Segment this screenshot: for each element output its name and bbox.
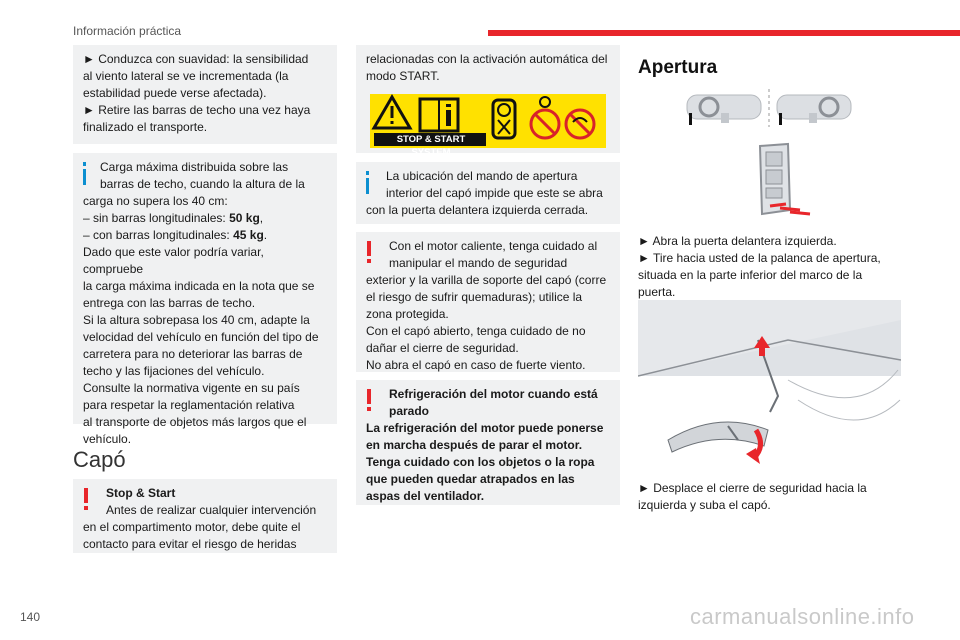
warning-icon-bar (367, 389, 371, 404)
text-line: barras de techo, cuando la altura de la (100, 177, 305, 191)
text-line: techo y las fijaciones del vehículo. (83, 364, 265, 378)
info-icon (366, 171, 369, 175)
release-lever-diagram (740, 140, 820, 222)
text-line: No abra el capó en caso de fuerte viento. (366, 358, 586, 372)
text-line: zona protegida. (366, 307, 449, 321)
running-header: Información práctica (73, 24, 182, 38)
stop-start-warning-label (370, 94, 606, 158)
engine-cooling-warning-box (356, 380, 620, 505)
watermark: carmanualsonline.info (690, 604, 915, 629)
text-line: ► Desplace el cierre de seguridad hacia la (638, 481, 867, 495)
text-line: Carga máxima distribuida sobre las (100, 160, 289, 174)
text-line: Refrigeración del motor cuando está (389, 387, 598, 401)
info-icon (83, 162, 86, 166)
info-icon-bar (366, 178, 369, 194)
text-line: carga no supera los 40 cm: (83, 194, 228, 208)
text-line: ► Tire hacia usted de la palanca de apertura, (638, 251, 881, 265)
text-line: aspas del ventilador. (366, 489, 485, 503)
section-title-apertura: Apertura (638, 57, 718, 78)
text-line: exterior y la varilla de soporte del capó (corre (366, 273, 607, 287)
text-line: modo START. (366, 69, 440, 83)
text-line: en el compartimento motor, debe quite el (83, 520, 301, 534)
hot-engine-warning-box (356, 232, 620, 372)
text-line: interior del capó impide que este se abra (386, 186, 603, 200)
warning-icon-dot (367, 407, 371, 411)
load-item-with-bars: – con barras longitudinales: 45 kg. (83, 228, 268, 242)
text-line: ► Conduzca con suavidad: la sensibilidad (83, 52, 309, 66)
text-line: al viento lateral se ve incrementada (la (83, 69, 289, 83)
section-title-capo: Capó (73, 447, 126, 472)
warning-title: Stop & Start (106, 486, 176, 500)
text-line: Antes de realizar cualquier intervención (106, 503, 317, 517)
text-line: contacto para evitar el riesgo de heridas (83, 537, 297, 551)
text-line: al transporte de objetos más largos que el (83, 415, 307, 429)
warning-icon-bar (367, 241, 371, 256)
text-line: puerta. (638, 285, 676, 299)
text-line: que pueden quedar atrapados en las (366, 472, 575, 486)
text-line: La refrigeración del motor puede ponerse (366, 421, 604, 435)
text-line: Con el capó abierto, tenga cuidado de no (366, 324, 586, 338)
text-line: finalizado el transporte. (83, 120, 208, 134)
page-number: 140 (20, 610, 41, 624)
opening-steps-2 (638, 480, 903, 514)
text-line: ► Retire las barras de techo una vez haya (83, 103, 311, 117)
stop-start-warning-box (73, 479, 337, 553)
load-item-no-bars: – sin barras longitudinales: 50 kg, (83, 211, 264, 225)
info-icon-bar (83, 169, 86, 185)
text-line: velocidad del vehículo en función del tipo de (83, 330, 319, 344)
text-line: manipular el mando de seguridad (389, 256, 568, 270)
text-line: el riesgo de sufrir quemaduras); utilice la (366, 290, 583, 304)
text-line: con la puerta delantera izquierda cerrada. (366, 203, 589, 217)
warning-icon-bar (84, 488, 88, 503)
hood-release-info-box (356, 162, 620, 224)
text-line: relacionadas con la activación automática del (366, 52, 608, 66)
text-line: para respetar la reglamentación relativa (83, 398, 295, 412)
text-line: Consulte la normativa vigente en su país (83, 381, 300, 395)
text-line: Con el motor caliente, tenga cuidado al (389, 239, 598, 253)
text-line: entrega con las barras de techo. (83, 296, 256, 310)
text-line: vehículo. (83, 432, 132, 446)
roof-bars-tips-box (73, 45, 337, 144)
text-line: izquierda y suba el capó. (638, 498, 771, 512)
warning-icon-dot (84, 506, 88, 510)
text-line: Si la altura sobrepasa los 40 cm, adapte la (83, 313, 310, 327)
max-load-info-box (73, 153, 337, 446)
opening-steps-1 (638, 233, 903, 301)
text-line: en marcha después de parar el motor. (366, 438, 583, 452)
safety-catch-diagram (638, 300, 901, 470)
text-line: carretera para no deteriorar las barras de (83, 347, 303, 361)
warning-icon-dot (367, 259, 371, 263)
text-line: dañar el cierre de seguridad. (366, 341, 519, 355)
text-line: parado (389, 404, 430, 418)
stop-start-label-text: STOP & START SYSTEM (396, 134, 466, 158)
text-line: La ubicación del mando de apertura (386, 169, 578, 183)
header-accent-bar (488, 30, 960, 36)
text-line: Dado que este valor podría variar, compruebe (83, 245, 264, 276)
steering-wheel-diagram (683, 85, 855, 129)
text-line: ► Abra la puerta delantera izquierda. (638, 234, 837, 248)
text-line: situada en la parte inferior del marco de la (638, 268, 863, 282)
text-line: Tenga cuidado con los objetos o la ropa (366, 455, 595, 469)
text-line: estabilidad puede verse afectada). (83, 86, 267, 100)
text-line: la carga máxima indicada en la nota que se (83, 279, 315, 293)
